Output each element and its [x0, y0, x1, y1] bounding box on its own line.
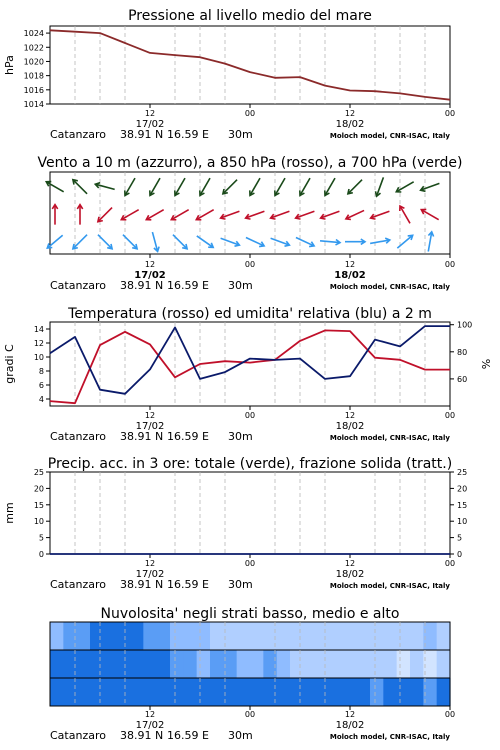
wind-arrow-shaft [125, 178, 135, 195]
cloud-cell [317, 650, 331, 678]
cloud-cell [183, 650, 197, 678]
wind-arrow [200, 178, 210, 195]
location-label: Catanzaro [50, 430, 106, 443]
cloud-cell [303, 622, 317, 650]
cloud-cell [210, 650, 224, 678]
cloud-cell [223, 678, 237, 706]
chart-panel-1 [3, 8, 455, 141]
plot-frame [50, 322, 450, 406]
wind-arrow [95, 183, 114, 190]
cloud-cell [90, 650, 104, 678]
wind-arrow-shaft [46, 182, 63, 192]
cloud-cell [277, 650, 291, 678]
x-tick-label: 12 [144, 260, 156, 269]
cloud-cell [357, 678, 371, 706]
cloud-cell [50, 650, 64, 678]
y-tick-label: 12 [33, 339, 44, 348]
date-label: 18/02 [335, 421, 365, 432]
wind-arrow-shaft [175, 178, 185, 195]
cloud-cell [183, 678, 197, 706]
wind-arrow-shaft [325, 178, 335, 195]
wind-arrow [173, 235, 187, 249]
y-axis-label: gradi C [3, 344, 16, 384]
wind-arrow [421, 183, 440, 191]
wind-arrow [370, 238, 390, 243]
cloud-cell [330, 622, 344, 650]
y-tick-label-right: 10 [457, 517, 468, 527]
cloud-cell [383, 650, 397, 678]
cloud-cell [117, 650, 131, 678]
wind-arrow [346, 210, 364, 219]
y-tick-label: 8 [38, 367, 44, 376]
cloud-cell [330, 650, 344, 678]
wind-arrow [271, 211, 290, 219]
altitude-label: 30m [228, 430, 253, 443]
wind-arrow-shaft [346, 210, 364, 218]
x-tick-label: 00 [244, 411, 256, 420]
wind-arrow [121, 210, 138, 220]
wind-arrow [175, 178, 185, 195]
cloud-cell [290, 678, 304, 706]
wind-arrow [246, 237, 264, 246]
cloud-cell [50, 678, 64, 706]
cloud-cell [343, 650, 357, 678]
wind-arrow-shaft [275, 178, 285, 195]
y-tick-label: 14 [33, 325, 44, 334]
cloud-cell [383, 622, 397, 650]
y-axis-label-right: % [480, 358, 493, 370]
wind-arrow-shaft [123, 235, 137, 249]
cloud-cell [277, 622, 291, 650]
location-label: Catanzaro [50, 279, 106, 292]
x-tick-label: 12 [144, 109, 156, 118]
cloud-cell [210, 678, 224, 706]
date-label: 17/02 [135, 421, 165, 432]
cloud-cell [130, 622, 144, 650]
y-tick-label: 20 [33, 484, 44, 494]
y-tick-label-right: 25 [457, 468, 468, 477]
wind-arrow [321, 211, 340, 219]
cloud-cell [423, 622, 437, 650]
wind-arrow-shaft [98, 235, 112, 249]
y-tick-label: 1024 [23, 29, 44, 39]
date-label: 18/02 [334, 270, 366, 281]
x-tick-label: 00 [444, 710, 456, 719]
y-tick-label: 5 [38, 533, 44, 543]
chart-title: Pressione al livello medio del mare [128, 8, 372, 24]
y-axis-label: mm [3, 502, 16, 524]
wind-arrow [246, 211, 265, 219]
wind-arrow-shaft [121, 210, 138, 220]
cloud-cell [317, 678, 331, 706]
cloud-cell [330, 678, 344, 706]
humidity-line [50, 326, 450, 394]
cloud-cell [423, 650, 437, 678]
y-tick-label-right: 100 [457, 320, 473, 330]
wind-arrow [171, 210, 188, 220]
cloud-cell [343, 622, 357, 650]
date-label: 17/02 [135, 569, 165, 580]
wind-arrow-shaft [196, 210, 213, 220]
latitude-label: 38.91 N [120, 430, 164, 443]
wind-arrow-shaft [197, 236, 213, 247]
chart-title: Temperatura (rosso) ed umidita' relativa (blu) a 2 m [68, 306, 432, 322]
temperature-line [50, 330, 450, 403]
wind-arrow [221, 211, 240, 219]
wind-arrow [296, 237, 314, 246]
chart-panel-2 [37, 155, 462, 292]
wind-arrow [296, 211, 315, 219]
y-tick-label-right: 0 [457, 550, 463, 559]
wind-arrow [348, 180, 362, 194]
cloud-cell [437, 678, 451, 706]
cloud-cell [143, 622, 157, 650]
cloud-cell [397, 650, 411, 678]
cloud-cell [143, 650, 157, 678]
y-tick-label-right: 15 [457, 500, 468, 510]
date-label: 18/02 [335, 569, 365, 580]
cloud-cell [303, 650, 317, 678]
altitude-label: 30m [228, 128, 253, 141]
cloud-cell [290, 650, 304, 678]
y-tick-label-right: 80 [457, 347, 468, 357]
cloud-cell [423, 678, 437, 706]
x-tick-label: 00 [244, 260, 256, 269]
x-tick-label: 12 [344, 710, 356, 719]
x-tick-label: 12 [344, 109, 356, 118]
plot-frame [50, 172, 450, 254]
chart-title: Nuvolosita' negli strati basso, medio e alto [100, 606, 400, 622]
longitude-label: 16.59 E [167, 430, 209, 443]
chart-title: Vento a 10 m (azzurro), a 850 hPa (rosso), a 700 hPa (verde) [37, 155, 463, 171]
cloud-cell [157, 622, 171, 650]
chart-panel-5 [50, 606, 455, 742]
wind-arrow [400, 206, 410, 223]
altitude-label: 30m [228, 578, 253, 591]
cloud-cell [357, 622, 371, 650]
wind-arrow [146, 210, 163, 220]
y-tick-label-right: 60 [457, 374, 468, 384]
x-tick-label: 00 [244, 559, 256, 568]
cloud-cell [77, 678, 91, 706]
wind-arrow [428, 232, 433, 252]
cloud-cell [397, 678, 411, 706]
y-tick-label: 0 [38, 550, 44, 559]
wind-arrow-shaft [296, 237, 314, 245]
cloud-cell [50, 622, 64, 650]
x-tick-label: 00 [444, 109, 456, 118]
altitude-label: 30m [228, 279, 253, 292]
cloud-cell [410, 622, 424, 650]
wind-arrow [46, 182, 63, 192]
cloud-cell [250, 650, 264, 678]
cloud-cell [277, 678, 291, 706]
cloud-cell [370, 678, 384, 706]
x-tick-label: 12 [144, 710, 156, 719]
wind-arrow [275, 178, 285, 195]
cloud-cell [170, 678, 184, 706]
cloud-cell [250, 622, 264, 650]
cloud-cell [437, 622, 451, 650]
latitude-label: 38.91 N [120, 578, 164, 591]
cloud-cell [370, 650, 384, 678]
latitude-label: 38.91 N [120, 128, 164, 141]
y-tick-label: 15 [33, 500, 44, 510]
cloud-cell [197, 622, 211, 650]
pressure-line [50, 30, 450, 99]
y-tick-label-right: 20 [457, 484, 468, 494]
wind-arrow [98, 235, 112, 249]
wind-arrow [77, 205, 82, 225]
wind-arrow [123, 235, 137, 249]
wind-arrow [150, 178, 160, 195]
wind-arrow [345, 239, 365, 244]
cloud-cell [117, 678, 131, 706]
wind-arrow [197, 236, 213, 247]
wind-arrow-shaft [250, 178, 260, 195]
x-tick-label: 12 [344, 411, 356, 420]
latitude-label: 38.91 N [120, 729, 164, 742]
wind-arrow-shaft [396, 182, 413, 192]
x-tick-label: 00 [244, 710, 256, 719]
cloud-cell [90, 622, 104, 650]
longitude-label: 16.59 E [167, 279, 209, 292]
cloud-cell [250, 678, 264, 706]
wind-arrow-shaft [421, 210, 438, 220]
wind-arrow-shaft [171, 210, 188, 220]
y-tick-label: 10 [33, 353, 44, 362]
wind-arrow [376, 177, 384, 196]
cloud-cell [197, 650, 211, 678]
wind-arrow-shaft [200, 178, 210, 195]
y-tick-label: 4 [38, 395, 44, 404]
wind-arrow [325, 178, 335, 195]
cloud-cell [410, 650, 424, 678]
cloud-cell [103, 678, 117, 706]
cloud-cell [383, 678, 397, 706]
date-label: 18/02 [335, 720, 365, 731]
cloud-cell [77, 650, 91, 678]
cloud-cell [130, 650, 144, 678]
cloud-cell [157, 678, 171, 706]
y-tick-label: 25 [33, 468, 44, 477]
wind-arrow [221, 238, 240, 246]
cloud-cell [170, 622, 184, 650]
cloud-cell [170, 650, 184, 678]
cloud-cell [290, 622, 304, 650]
cloud-cell [117, 622, 131, 650]
model-credit: Moloch model, CNR-ISAC, Italy [329, 132, 450, 140]
cloud-cell [397, 622, 411, 650]
y-tick-label: 6 [38, 381, 44, 390]
wind-arrow [125, 178, 135, 195]
model-credit: Moloch model, CNR-ISAC, Italy [329, 733, 450, 741]
y-tick-label: 1018 [23, 71, 44, 81]
longitude-label: 16.59 E [167, 729, 209, 742]
wind-arrow [320, 240, 340, 245]
wind-arrow [396, 182, 413, 192]
model-credit: Moloch model, CNR-ISAC, Italy [329, 434, 450, 442]
cloud-cell [343, 678, 357, 706]
longitude-label: 16.59 E [167, 578, 209, 591]
cloud-cell [183, 622, 197, 650]
chart-panel-3 [3, 306, 493, 443]
cloud-cell [223, 650, 237, 678]
model-credit: Moloch model, CNR-ISAC, Italy [329, 283, 450, 291]
wind-arrow-shaft [146, 210, 163, 220]
wind-arrow [300, 178, 310, 195]
x-tick-label: 00 [444, 260, 456, 269]
x-tick-label: 00 [444, 411, 456, 420]
cloud-cell [237, 678, 251, 706]
x-tick-label: 00 [444, 559, 456, 568]
date-label: 17/02 [135, 119, 165, 130]
cloud-cell [130, 678, 144, 706]
wind-arrow [371, 211, 390, 219]
cloud-cell [103, 622, 117, 650]
wind-arrow [152, 232, 159, 251]
altitude-label: 30m [228, 729, 253, 742]
wind-arrow [250, 178, 260, 195]
cloud-cell [197, 678, 211, 706]
wind-arrow [196, 210, 213, 220]
latitude-label: 38.91 N [120, 279, 164, 292]
cloud-cell [237, 622, 251, 650]
cloud-cell [437, 650, 451, 678]
y-tick-label: 1020 [23, 57, 44, 67]
cloud-cell [223, 622, 237, 650]
cloud-cell [157, 650, 171, 678]
date-label: 17/02 [135, 720, 165, 731]
location-label: Catanzaro [50, 128, 106, 141]
date-label: 18/02 [335, 119, 365, 130]
cloud-cell [317, 622, 331, 650]
longitude-label: 16.59 E [167, 128, 209, 141]
date-label: 17/02 [134, 270, 166, 281]
cloud-cell [103, 650, 117, 678]
location-label: Catanzaro [50, 578, 106, 591]
cloud-cell [77, 622, 91, 650]
wind-arrow-shaft [173, 235, 187, 249]
wind-arrow [52, 205, 57, 225]
y-tick-label-right: 5 [457, 533, 463, 543]
wind-arrow-shaft [300, 178, 310, 195]
y-tick-label: 10 [33, 517, 44, 527]
chart-title: Precip. acc. in 3 ore: totale (verde), frazione solida (tratt.) [47, 456, 453, 472]
cloud-cell [90, 678, 104, 706]
cloud-cell [143, 678, 157, 706]
location-label: Catanzaro [50, 729, 106, 742]
plot-frame [50, 472, 450, 554]
cloud-cell [303, 678, 317, 706]
wind-arrow [271, 238, 290, 246]
wind-arrow [421, 209, 438, 219]
x-tick-label: 00 [244, 109, 256, 118]
cloud-cell [237, 650, 251, 678]
cloud-cell [210, 622, 224, 650]
wind-arrow-shaft [150, 178, 160, 195]
x-tick-label: 12 [144, 411, 156, 420]
x-tick-label: 12 [344, 559, 356, 568]
y-tick-label: 1016 [23, 85, 44, 95]
cloud-cell [357, 650, 371, 678]
model-credit: Moloch model, CNR-ISAC, Italy [329, 582, 450, 590]
y-tick-label: 1022 [23, 43, 44, 53]
x-tick-label: 12 [144, 559, 156, 568]
chart-panel-4 [3, 456, 467, 591]
x-tick-label: 12 [344, 260, 356, 269]
cloud-cell [410, 678, 424, 706]
wind-arrow-shaft [348, 180, 362, 194]
wind-arrow-shaft [400, 206, 410, 223]
y-axis-label: hPa [3, 55, 16, 75]
y-tick-label: 1014 [23, 100, 44, 109]
wind-arrow-shaft [246, 237, 264, 245]
cloud-cell [370, 622, 384, 650]
